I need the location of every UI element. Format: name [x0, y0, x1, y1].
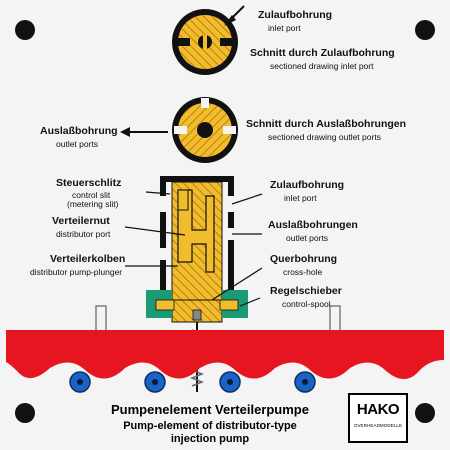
inlet-arrow — [224, 6, 244, 26]
logo-main-text: HAKO — [356, 401, 400, 418]
label-outlet-right-en: outlet ports — [286, 233, 329, 243]
label-inlet-right-en: inlet port — [284, 193, 317, 203]
corner-hole-top-left — [15, 20, 35, 40]
title-en-line2: injection pump — [170, 432, 250, 445]
label-distributor-piston-en: distributor pump-plunger — [30, 267, 123, 277]
label-inlet-bore-de: Zulaufbohrung — [258, 9, 333, 21]
title-en-line1: Pump-element of distributor-type — [123, 420, 297, 432]
distributor-plunger — [172, 182, 222, 322]
corner-hole-top-right — [415, 20, 435, 40]
label-outlet-bore-de: Auslaßbohrung — [40, 125, 118, 137]
section-inlet-port-disc — [172, 9, 238, 75]
section-outlet-port-disc — [172, 97, 238, 163]
label-section-inlet-de: Schnitt durch Zulaufbohrung — [250, 47, 395, 59]
hako-logo — [348, 393, 408, 443]
label-outlet-bore-en: outlet ports — [56, 139, 99, 149]
outlet-arrow — [120, 127, 168, 137]
logo-sub-text: OVERHEADMODELLE — [353, 423, 403, 428]
label-distributor-groove-de: Verteilernut — [52, 215, 110, 227]
label-control-slit-de: Steuerschlitz — [56, 177, 122, 189]
label-inlet-bore-en: inlet port — [268, 23, 301, 33]
label-section-outlet-en: sectioned drawing outlet ports — [268, 132, 381, 142]
label-control-spool-en: control-spool — [282, 299, 331, 309]
label-distributor-groove-en: distributor port — [56, 229, 111, 239]
label-outlet-right-de: Auslaßbohrungen — [268, 219, 358, 231]
label-section-inlet-en: sectioned drawing inlet port — [270, 61, 374, 71]
label-distributor-piston-de: Verteilerkolben — [50, 253, 126, 265]
label-control-spool-de: Regelschieber — [270, 285, 342, 297]
label-section-outlet-de: Schnitt durch Auslaßbohrungen — [246, 118, 407, 130]
label-control-slit-en1: control slit — [72, 190, 111, 200]
label-inlet-right-de: Zulaufbohrung — [270, 179, 345, 191]
cam-plate — [6, 330, 444, 379]
title-de: Pumpenelement Verteilerpumpe — [111, 402, 309, 417]
label-control-slit-en2: (metering slit) — [67, 199, 119, 209]
label-cross-bore-en: cross-hole — [283, 267, 323, 277]
label-cross-bore-de: Querbohrung — [270, 253, 338, 265]
